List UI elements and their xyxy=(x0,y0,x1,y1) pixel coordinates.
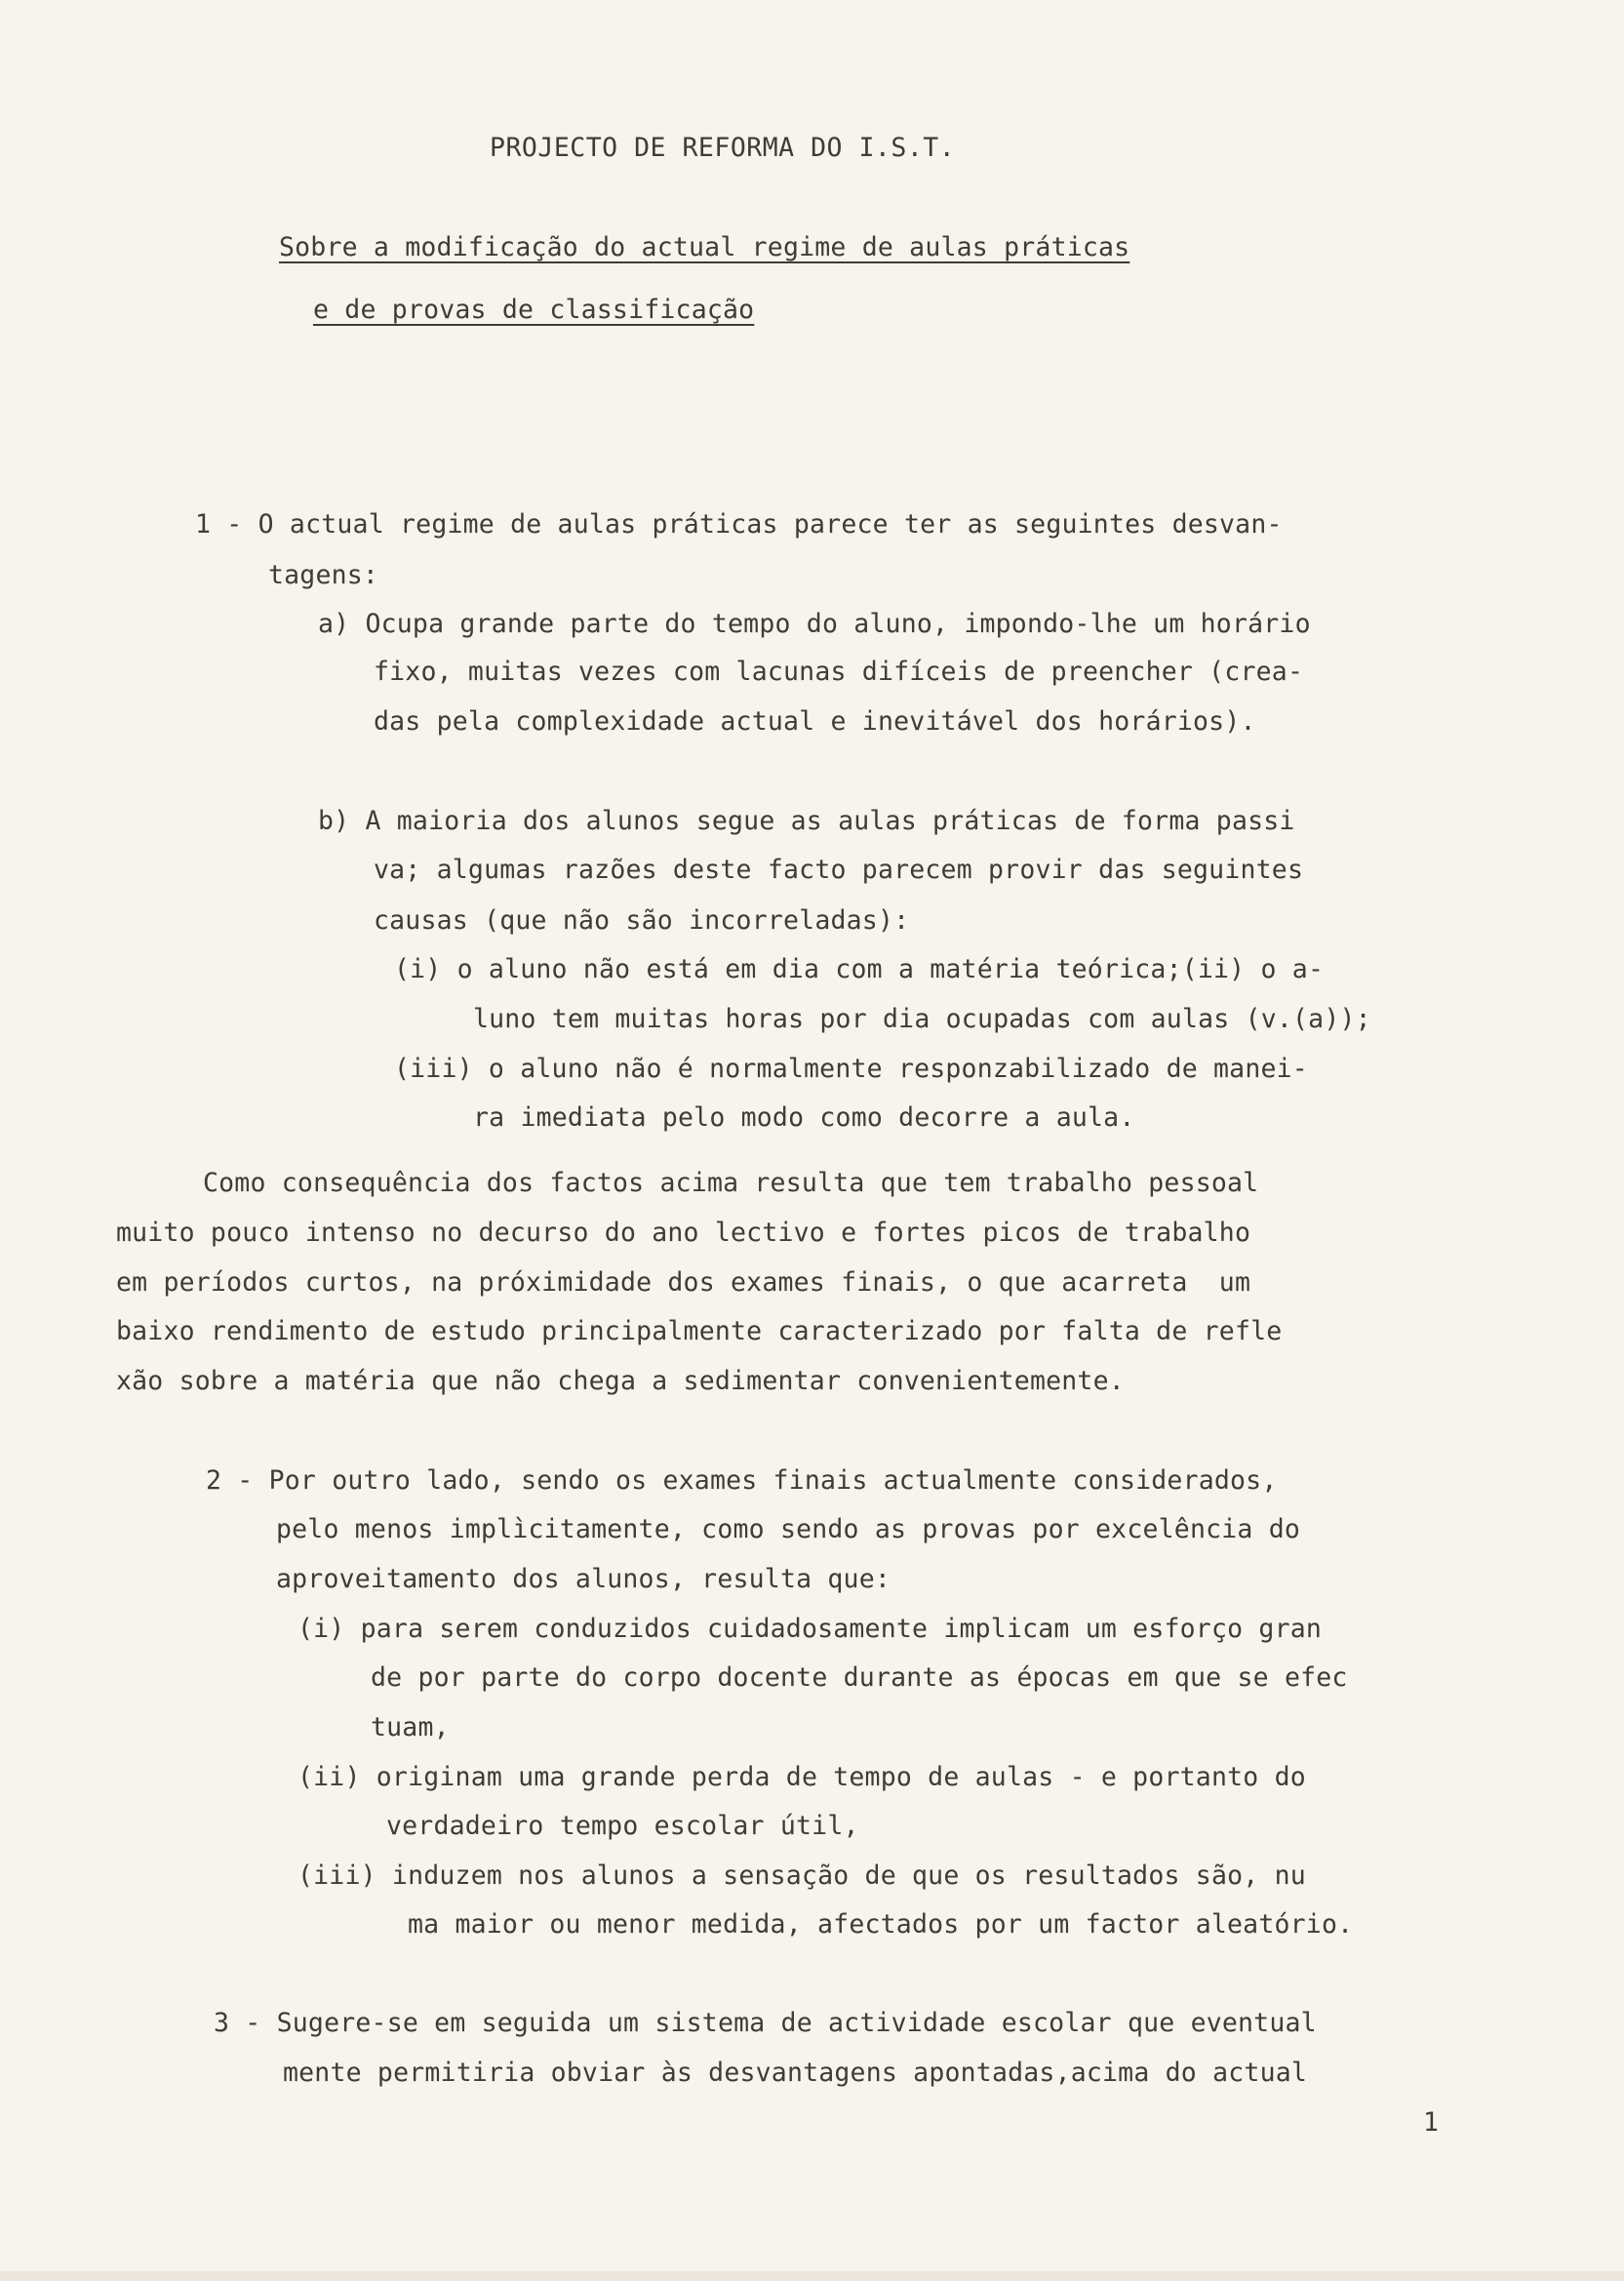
section-2-iii-line-1: (iii) induzem nos alunos a sensação de que os resultados são, nu xyxy=(297,1861,1306,1891)
section-2-ii-line-2: verdadeiro tempo escolar útil, xyxy=(386,1811,859,1841)
section-3-line-2: mente permitiria obviar às desvantagens apontadas,acima do actual xyxy=(283,2058,1308,2088)
document-title: PROJECTO DE REFORMA DO I.S.T. xyxy=(490,133,956,163)
consequence-line-3: em períodos curtos, na próximidade dos exames finais, o que acarreta um xyxy=(116,1267,1251,1298)
consequence-line-5: xão sobre a matéria que não chega a sedimentar convenientemente. xyxy=(116,1366,1125,1396)
item-b-iii-line-1: (iii) o aluno não é normalmente responzabilizado de manei- xyxy=(394,1054,1308,1084)
consequence-line-2: muito pouco intenso no decurso do ano lectivo e fortes picos de trabalho xyxy=(116,1218,1251,1248)
subtitle-line-2: e de provas de classificação xyxy=(313,295,755,325)
consequence-line-4: baixo rendimento de estudo principalmente caracterizado por falta de refle xyxy=(116,1316,1283,1346)
item-b-line-1: b) A maioria dos alunos segue as aulas práticas de forma passi xyxy=(318,806,1295,836)
page-number: 1 xyxy=(1423,2107,1440,2138)
section-2-i-line-2: de por parte do corpo docente durante as épocas em que se efec xyxy=(371,1662,1348,1693)
section-2-line-3: aproveitamento dos alunos, resulta que: xyxy=(276,1564,891,1594)
section-1-intro-line-1: 1 - O actual regime de aulas práticas parece ter as seguintes desvan- xyxy=(195,509,1283,540)
section-2-ii-line-1: (ii) originam uma grande perda de tempo de aulas - e portanto do xyxy=(297,1762,1306,1792)
subtitle-line-1: Sobre a modificação do actual regime de aulas práticas xyxy=(279,232,1130,262)
consequence-line-1: Como consequência dos factos acima resulta que tem trabalho pessoal xyxy=(203,1168,1259,1198)
section-2-iii-line-2: ma maior ou menor medida, afectados por um factor aleatório. xyxy=(408,1909,1354,1940)
section-2-line-2: pelo menos implìcitamente, como sendo as provas por excelência do xyxy=(276,1514,1301,1544)
item-a-line-2: fixo, muitas vezes com lacunas difíceis de preencher (crea- xyxy=(374,657,1304,687)
item-b-i-line-2: luno tem muitas horas por dia ocupadas com aulas (v.(a)); xyxy=(473,1004,1371,1034)
item-b-line-3: causas (que não são incorreladas): xyxy=(374,905,910,936)
page-bottom-edge xyxy=(0,2271,1624,2281)
section-2-line-1: 2 - Por outro lado, sendo os exames finais actualmente considerados, xyxy=(206,1465,1278,1496)
item-a-line-1: a) Ocupa grande parte do tempo do aluno, impondo-lhe um horário xyxy=(318,609,1311,639)
item-b-i-line-1: (i) o aluno não está em dia com a matéria teórica;(ii) o a- xyxy=(394,954,1325,984)
section-2-i-line-3: tuam, xyxy=(371,1712,450,1742)
item-a-line-3: das pela complexidade actual e inevitável dos horários). xyxy=(374,706,1256,737)
item-b-line-2: va; algumas razões deste facto parecem provir das seguintes xyxy=(374,855,1304,885)
section-3-line-1: 3 - Sugere-se em seguida um sistema de actividade escolar que eventual xyxy=(214,2008,1317,2038)
section-2-i-line-1: (i) para serem conduzidos cuidadosamente implicam um esforço gran xyxy=(297,1614,1323,1644)
section-1-intro-line-2: tagens: xyxy=(268,560,379,590)
item-b-iii-line-2: ra imediata pelo modo como decorre a aula. xyxy=(473,1102,1135,1133)
